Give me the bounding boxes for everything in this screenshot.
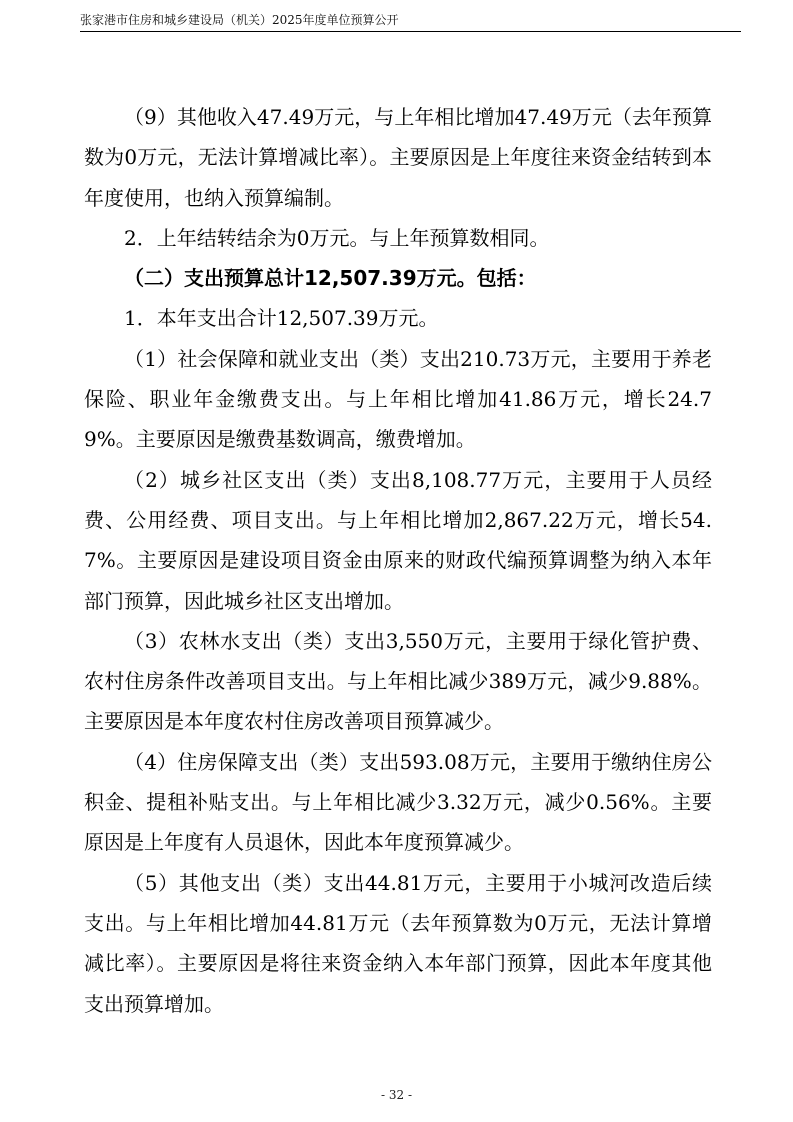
paragraph-urban-rural-community-expenditure: （2）城乡社区支出（类）支出8,108.77万元，主要用于人员经费、公用经费、项目支出。与上年相比增加2,867.22万元，增长54.7%。主要原因是建设项目资金由原来的财政代编预算调整为纳入本年部门预算，因此城乡社区支出增加。 [84, 467, 712, 613]
page-header-title: 张家港市住房和城乡建设局（机关）2025年度单位预算公开 [80, 13, 399, 27]
section-heading-expenditure-total: （二）支出预算总计12,507.39万元。包括： [124, 266, 537, 291]
paragraph-current-year-expenditure: 1．本年支出合计12,507.39万元。 [124, 306, 439, 331]
paragraph-prior-year-carryover: 2．上年结转结余为0万元。与上年预算数相同。 [124, 225, 550, 250]
paragraph-agriculture-forestry-water-expenditure: （3）农林水支出（类）支出3,550万元，主要用于绿化管护费、农村住房条件改善项目支出。与上年相比减少389万元，减少9.88%。主要原因是本年度农村住房改善项目预算减少。 [84, 628, 712, 734]
document-body [84, 97, 712, 1024]
paragraph-other-expenditure: （5）其他支出（类）支出44.81万元，主要用于小城河改造后续支出。与上年相比增加44.81万元（去年预算数为0万元，无法计算增减比率）。主要原因是将往来资金纳入本年部门预算，因此本年度其他支出预算增加。 [84, 870, 712, 1016]
paragraph-housing-security-expenditure: （4）住房保障支出（类）支出593.08万元，主要用于缴纳住房公积金、提租补贴支出。与上年相比减少3.32万元，减少0.56%。主要原因是上年度有人员退休，因此本年度预算减少。 [84, 749, 712, 855]
page-number: - 32 - [380, 1088, 412, 1102]
paragraph-other-income: （9）其他收入47.49万元，与上年相比增加47.49万元（去年预算数为0万元，无法计算增减比率）。主要原因是上年度往来资金结转到本年度使用，也纳入预算编制。 [84, 105, 712, 210]
paragraph-social-security-expenditure: （1）社会保障和就业支出（类）支出210.73万元，主要用于养老保险、职业年金缴费支出。与上年相比增加41.86万元，增长24.79%。主要原因是缴费基数调高，缴费增加。 [84, 346, 712, 452]
header-divider [80, 31, 741, 32]
